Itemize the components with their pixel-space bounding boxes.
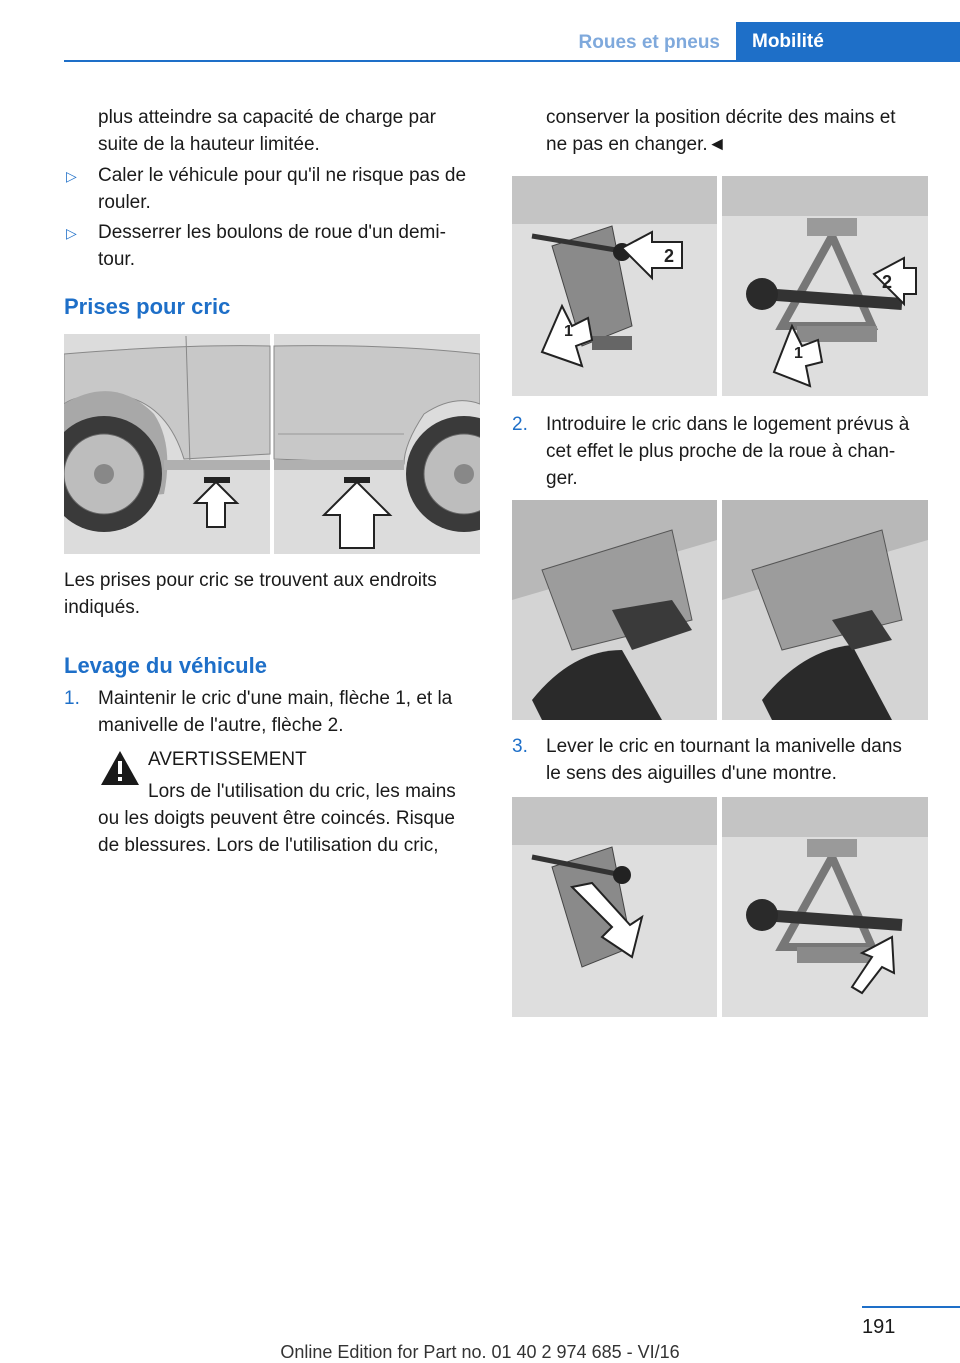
arrow-label-1: 1 (794, 345, 803, 362)
step-number: 1. (64, 688, 80, 709)
bullet-1-line-2: rouler. (98, 192, 151, 213)
bullet-2-line-1: Desserrer les boulons de roue d'un demi- (98, 222, 446, 243)
warning-line-3: de blessures. Lors de l'utilisation du cric, (98, 835, 439, 856)
bullet-1-line-1: Caler le véhicule pour qu'il ne risque pas de (98, 165, 467, 186)
step-1-line-1: Maintenir le cric d'une main, flèche 1, et la (98, 688, 453, 709)
footer-edition: Online Edition for Part no. 01 40 2 974 685 - VI/16 (280, 1342, 680, 1362)
jack-placement-figure (512, 500, 928, 720)
arrow-label-1: 1 (564, 323, 573, 340)
step-3-line-1: Lever le cric en tournant la manivelle dans (546, 736, 902, 757)
step-2-line-2: cet effet le plus proche de la roue à chan- (546, 441, 896, 462)
step-3-line-2: le sens des aiguilles d'une montre. (546, 763, 837, 784)
step-1-line-2: manivelle de l'autre, flèche 2. (98, 715, 344, 736)
continued-text-line-2: suite de la hauteur limitée. (98, 134, 320, 155)
triangle-right-icon: ▷ (66, 168, 77, 184)
caption-line-1: Les prises pour cric se trouvent aux endroits (64, 570, 437, 591)
section-tab[interactable]: Roues et pneus (578, 32, 720, 53)
arrow-label-2: 2 (882, 272, 893, 292)
warning-icon (100, 750, 140, 791)
continued-text-line-1: plus atteindre sa capacité de charge par (98, 107, 436, 128)
bullet-2-line-2: tour. (98, 249, 135, 270)
heading-lifting: Levage du véhicule (64, 653, 267, 678)
heading-jack-points: Prises pour cric (64, 294, 231, 319)
jack-points-figure (64, 334, 480, 554)
warning-title: AVERTISSEMENT (148, 749, 307, 770)
header-rule (64, 60, 960, 62)
chapter-tab[interactable]: Mobilité (736, 22, 960, 62)
step-number: 3. (512, 736, 528, 757)
step-2-line-1: Introduire le cric dans le logement prévus à (546, 414, 910, 435)
step-2-line-3: ger. (546, 468, 578, 489)
jack-handling-figure (512, 176, 928, 396)
triangle-right-icon: ▷ (66, 225, 77, 241)
step-number: 2. (512, 414, 528, 435)
page-number: 191 (862, 1316, 896, 1338)
caption-line-2: indiqués. (64, 597, 141, 618)
warning-line-2: ou les doigts peuvent être coincés. Risque (98, 808, 455, 829)
continued-text-line-2: ne pas en changer.◄ (546, 134, 727, 155)
footer-rule (862, 1306, 960, 1308)
continued-text-line-1: conserver la position décrite des mains et (546, 107, 896, 128)
warning-line-1: Lors de l'utilisation du cric, les mains (148, 781, 456, 802)
arrow-label-2: 2 (664, 246, 675, 266)
jack-lifting-figure (512, 797, 928, 1017)
